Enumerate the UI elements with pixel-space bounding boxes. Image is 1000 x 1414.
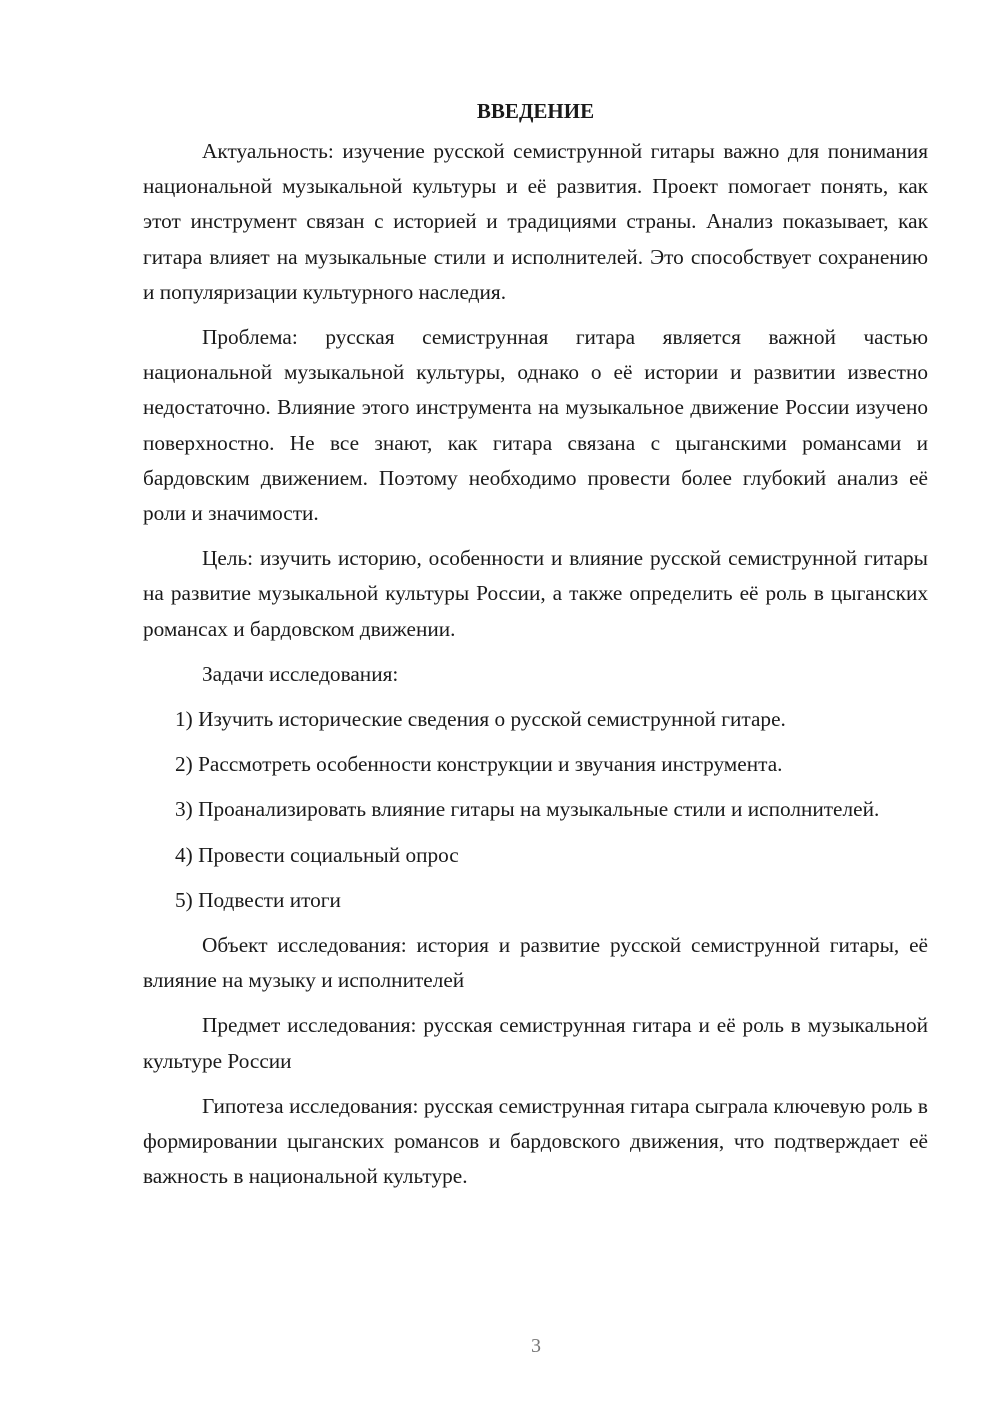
- task-item-1: 1) Изучить исторические сведения о русской семиструнной гитаре.: [175, 707, 786, 732]
- task-item-4: 4) Провести социальный опрос: [175, 842, 459, 867]
- document-page: [143, 98, 928, 1204]
- paragraph-tasks-heading: Задачи исследования:: [202, 661, 399, 686]
- paragraph-problem: Проблема: русская семиструнная гитара является важной частью национальной музыкальной культуры, однако о её истории и развитии известно недостаточно. Влияние этого инструмента на музыкальное движение России изучено поверхностно. Не все знают, как гитара связана с цыганскими романсами и бардовским движением. Поэтому необходимо провести более глубокий анализ её роли и значимости.: [143, 325, 928, 526]
- paragraph-relevance: Актуальность: изучение русской семиструнной гитары важно для понимания национальной музыкальной культуры и её развития. Проект помогает понять, как этот инструмент связан с историей и традициями страны. Анализ показывает, как гитара влияет на музыкальные стили и исполнителей. Это способствует сохранению и популяризации культурного наследия.: [143, 139, 928, 304]
- section-title: ВВЕДЕНИЕ: [476, 99, 595, 123]
- paragraph-object: Объект исследования: история и развитие русской семиструнной гитары, её влияние на музыку и исполнителей: [143, 933, 928, 993]
- page-number: 3: [531, 1335, 541, 1357]
- paragraph-hypothesis: Гипотеза исследования: русская семиструнная гитара сыграла ключевую роль в формировании цыганских романсов и бардовского движения, что подтверждает её важность в национальной культуре.: [143, 1093, 928, 1189]
- task-item-3: 3) Проанализировать влияние гитары на музыкальные стили и исполнителей.: [175, 797, 880, 822]
- task-item-5: 5) Подвести итоги: [175, 887, 341, 912]
- task-item-2: 2) Рассмотреть особенности конструкции и звучания инструмента.: [175, 752, 783, 777]
- paragraph-goal: Цель: изучить историю, особенности и влияние русской семиструнной гитары на развитие музыкальной культуры России, а также определить её роль в цыганских романсах и бардовском движении.: [143, 546, 928, 641]
- paragraph-subject: Предмет исследования: русская семиструнная гитара и её роль в музыкальной культуре России: [143, 1013, 928, 1073]
